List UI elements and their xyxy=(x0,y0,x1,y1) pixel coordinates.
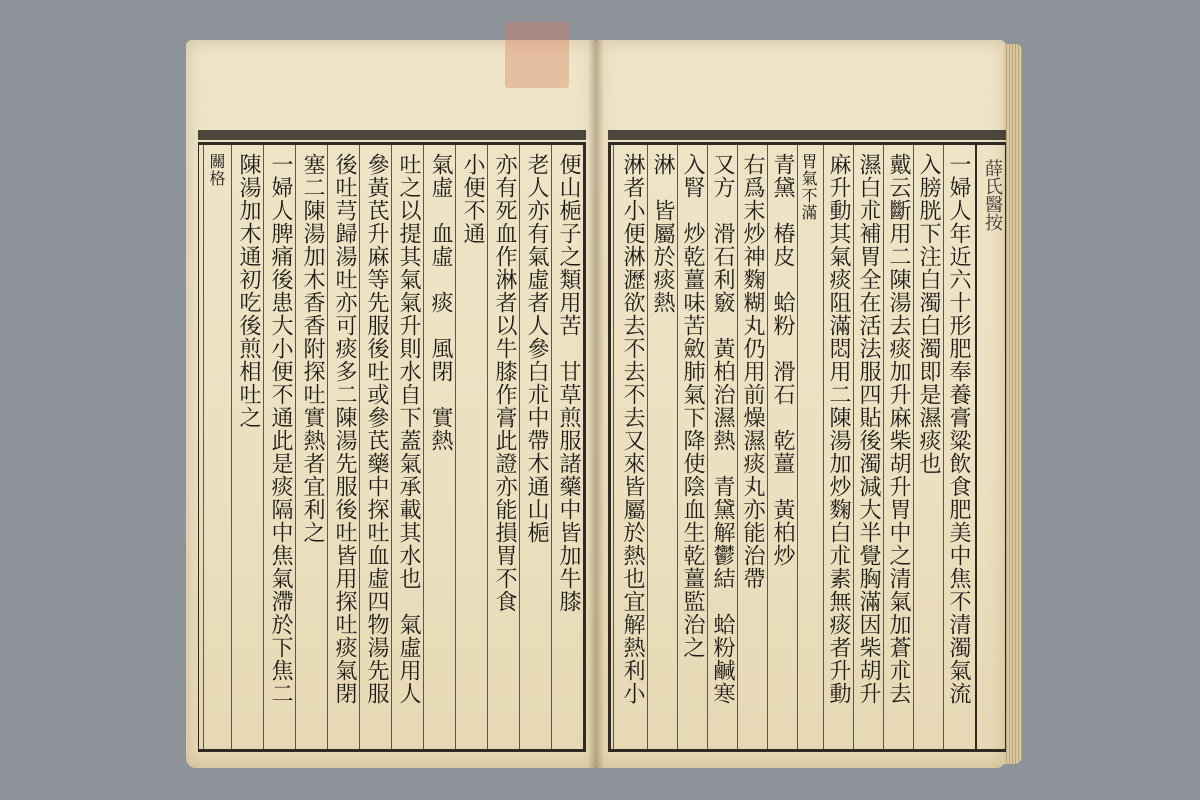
left-col-9: 塞二陳湯加木香香附探吐實熱者宜利之 xyxy=(295,145,327,749)
right-col-5: 麻升動其氣痰阻滿悶用二陳湯加炒麴白朮素無痰者升動 xyxy=(823,145,853,749)
right-col-4: 濕白朮補胃全在活法服四貼後濁減大半覺胸滿因柴胡升 xyxy=(853,145,883,749)
right-col-2: 入膀胱下注白濁白濁即是濕痰也 xyxy=(913,145,943,749)
left-col-10: 一婦人脾痛後患大小便不通此是痰隔中焦氣滯於下焦二 xyxy=(263,145,295,749)
right-col-6: 胃氣不滿 xyxy=(797,145,823,749)
open-book xyxy=(178,30,1030,775)
right-col-11: 淋 皆屬於痰熱 xyxy=(647,145,677,749)
right-col-9: 又方 滑石利竅 黃柏治濕熱 青黛解鬱結 蛤粉鹹寒 xyxy=(707,145,737,749)
left-header-rule xyxy=(198,130,586,140)
right-col-10: 入腎 炒乾薑味苦斂肺氣下降使陰血生乾薑監治之 xyxy=(677,145,707,749)
right-text-frame xyxy=(608,142,1006,752)
right-col-8: 右爲末炒神麴糊丸仍用前燥濕痰丸亦能治帶 xyxy=(737,145,767,749)
left-col-6: 吐之以提其氣氣升則水自下蓋氣承載其水也 氣虛用人 xyxy=(391,145,423,749)
right-header-rule xyxy=(608,130,1006,140)
left-col-12: 關格 xyxy=(203,145,231,749)
right-col-7: 青黛 椿皮 蛤粉 滑石 乾薑 黃柏炒 xyxy=(767,145,797,749)
left-col-8: 後吐芎歸湯吐亦可痰多二陳湯先服後吐皆用探吐痰氣閉 xyxy=(327,145,359,749)
left-col-3: 亦有死血作淋者以牛膝作膏此證亦能損胃不食 xyxy=(487,145,519,749)
left-col-4: 小便不通 xyxy=(455,145,487,749)
page-edges xyxy=(1004,44,1022,764)
right-col-12: 淋者小便淋瀝欲去不去不去又來皆屬於熱也宜解熱利小 xyxy=(613,145,647,749)
left-col-7: 參黃芪升麻等先服後吐或參芪藥中探吐血虛四物湯先服 xyxy=(359,145,391,749)
right-banxin: 薛氏醫按 xyxy=(975,145,1005,749)
right-col-3: 戴云斷用二陳湯去痰加升麻柴胡升胃中之清氣加蒼朮去 xyxy=(883,145,913,749)
left-col-11: 陳湯加木通初吃後煎相吐之 xyxy=(231,145,263,749)
left-text-frame xyxy=(198,142,586,752)
left-col-1: 便山梔子之類用苦 甘草煎服諸藥中皆加牛膝 xyxy=(551,145,583,749)
left-col-5: 氣虛 血虛 痰 風閉 實熱 xyxy=(423,145,455,749)
right-col-1: 一婦人年近六十形肥奉養膏粱飲食肥美中焦不清濁氣流 xyxy=(943,145,973,749)
seal-stamp xyxy=(505,22,569,88)
left-col-2: 老人亦有氣虛者人參白朮中帶木通山梔 xyxy=(519,145,551,749)
book-gutter xyxy=(588,40,604,768)
